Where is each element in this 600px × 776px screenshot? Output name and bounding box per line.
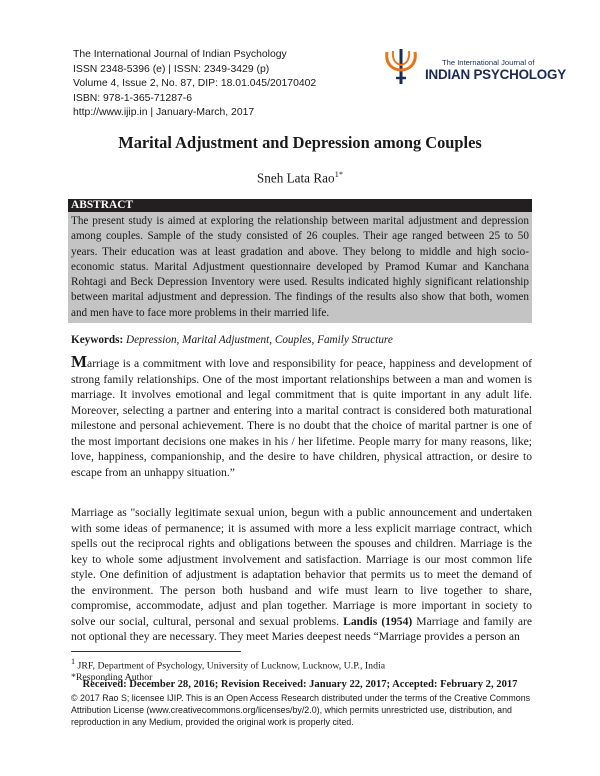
footnote-mark: 1: [71, 657, 76, 666]
keywords-text: Depression, Marital Adjustment, Couples, Family Structure: [126, 334, 393, 346]
license-text: © 2017 Rao S; licensee IJIP. This is an Open Access Research distributed under the terms of the Creative Commons Attribution License (www.creativecommons.org/licenses/by/2.0), which permits unrestricted use, distribution, and reproduction in any Medium, provided the original work is properly cited.: [71, 693, 531, 728]
abstract-heading: ABSTRACT: [68, 199, 532, 212]
journal-name: The International Journal of Indian Psychology: [73, 49, 287, 60]
footnote-affiliation: [71, 656, 385, 672]
footnote-rule: [71, 651, 241, 652]
journal-volume: Volume 4, Issue 2, No. 87, DIP: 18.01.045/20170402: [73, 78, 317, 90]
citation-landis: Landis (1954): [343, 614, 413, 628]
footnote-affiliation-text: JRF, Department of Psychology, University of Lucknow, Lucknow, U.P., India: [77, 660, 386, 672]
keywords-label: Keywords:: [71, 334, 124, 346]
paragraph-2-text-a: Marriage as "socially legitimate sexual union, begun with a public announcement and undertaken with some ideas of permanence; it is assumed with more a less explicit marriage contract, which spells out the reciprocal rights and obligations between the spouses and children. Marriage is the key to whole some adjustment involvement and satisfaction. Marriage is our most common life style. One definition of adjustment is adaptation behavior that permits us to meet the demand of the environment. The person both husband and wife must learn to live together to share, compromise, accommodate, adjust and plan together. Marriage is more important in society to solve our social, cultural, personal and sexual problems.: [71, 506, 532, 628]
journal-isbn: ISBN: 978-1-365-71287-6: [73, 92, 192, 104]
journal-url-date: http://www.ijip.in | January-March, 2017: [73, 107, 255, 119]
abstract-text: The present study is aimed at exploring the relationship between marital adjustment and depression among couples. Sample of the study consisted of 26 couples. Their age ranged between 25 to 50 years. Their education was at least gradation and above. They belong to middle and high socio-economic status. Marital Adjustment questionnaire developed by Pramod Kumar and Kanchana Rohtagi and Beck Depression Inventory were used. Results indicated highly significant relationship between marital adjustment and depression. The findings of the results also show that both, women and men have to face more problems in their married life.: [68, 212, 532, 323]
journal-info: [73, 48, 316, 121]
article-title: Marital Adjustment and Depression among Couples: [118, 133, 482, 152]
body-paragraph-1: [71, 352, 532, 480]
author-name: Sneh Lata Rao: [256, 170, 335, 186]
paragraph-1-text: arriage is a commitment with love and responsibility for peace, happiness and development of strong family relationships. One of the most important relationships between a man and women is marriage. It involves emotional and legal commitment that is quite important in any adult life. Moreover, selecting a partner and entering into a marital contract is considered both maturational milestone and personal achievement. There is no doubt that the choice of marital partner is one of the most important decisions one makes in his / her lifetime. People marry for many reasons, like; love, happiness, companionship, and the desire to have children, physical attraction, or desire to escape from an unhappy situation.”: [71, 357, 532, 479]
paragraph-2-text-b: Marriage and family are not optional they are necessary. They meet Maries deepest needs “Marriage provides a person an: [71, 614, 533, 644]
body-paragraph-2: [71, 505, 532, 645]
author-line: [0, 169, 600, 186]
footnote-corresponding: *Responding Author: [71, 671, 153, 683]
received-dates: Received: December 28, 2016; Revision Received: January 22, 2017; Accepted: February 2, 2017: [82, 679, 518, 690]
journal-logo: [379, 46, 566, 86]
keywords: [71, 334, 533, 346]
author-marks: 1*: [334, 169, 344, 179]
trident-logo-icon: [379, 46, 423, 86]
logo-big-text: INDIAN PSYCHOLOGY: [425, 67, 566, 82]
journal-issn: ISSN 2348-5396 (e) | ISSN: 2349-3429 (p): [73, 63, 270, 75]
drop-cap: M: [71, 352, 88, 371]
logo-small-text: The International Journal of: [442, 58, 535, 67]
